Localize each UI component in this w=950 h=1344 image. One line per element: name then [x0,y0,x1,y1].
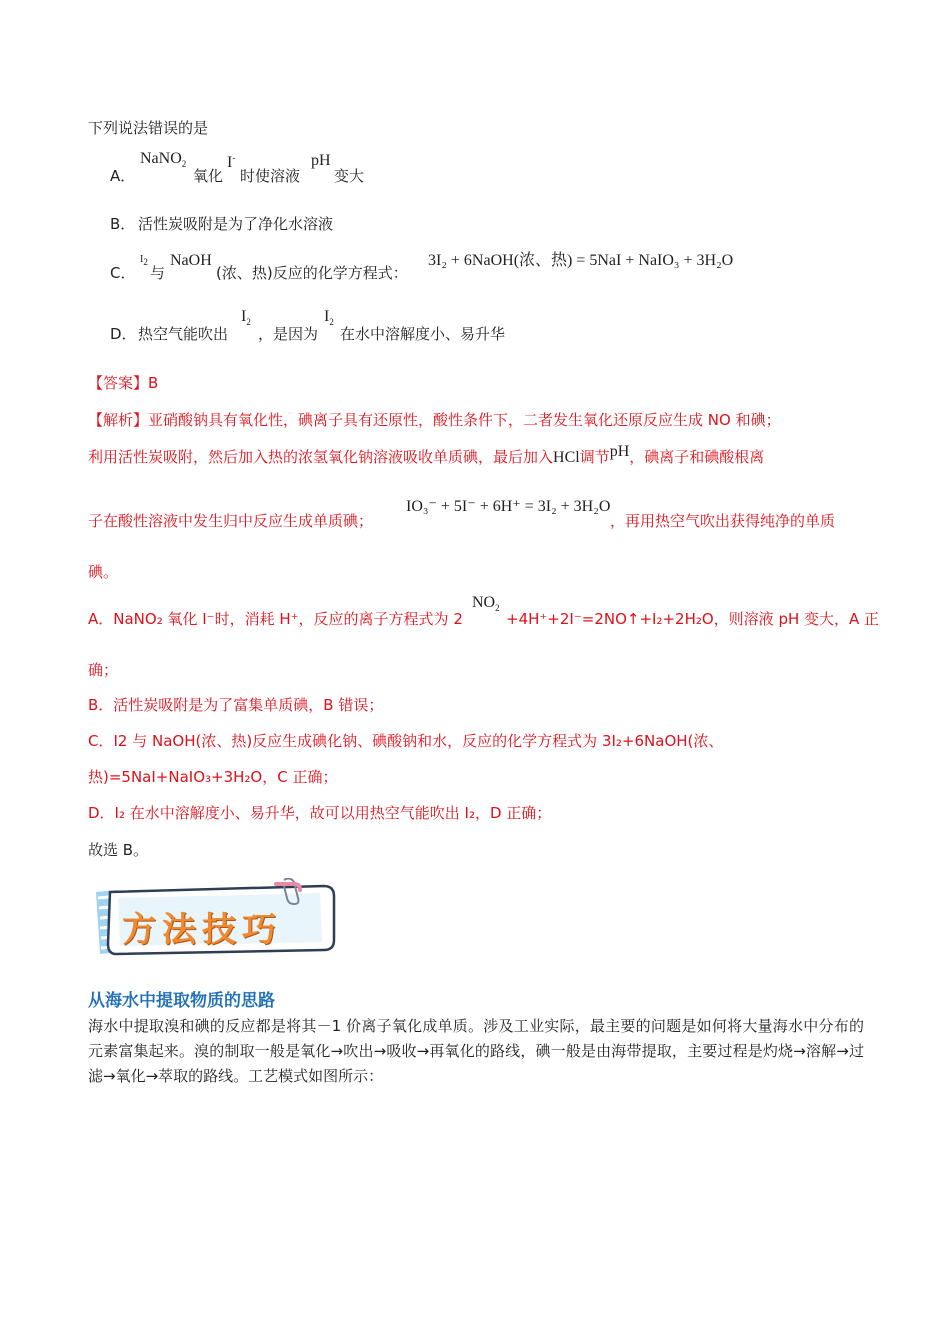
option-a-formula-ph: pH [311,152,331,169]
analysis-item-a-3: 确； [88,661,119,679]
answer-line [88,373,158,393]
answer-label: 【答案】 [88,374,149,392]
analysis-item-a-1: A．NaNO₂ 氧化 I⁻时，消耗 H⁺，反应的离子方程式为 2 [88,610,463,628]
option-c-formula-naoh: NaOH [170,252,212,269]
option-d-formula-i2-a: $I_2$ [241,308,251,328]
analysis-label: 【解析】 [88,411,149,429]
analysis-item-c-2: 热)=5NaI+NaIO₃+3H₂O，C 正确； [88,768,338,786]
analysis-item-b: B．活性炭吸附是为了富集单质碘，B 错误； [88,696,384,714]
analysis-conclusion: 故选 B。 [88,841,149,859]
analysis-item-d: D．I₂ 在水中溶解度小、易升华，故可以用热空气能吹出 I₂，D 正确； [88,804,552,822]
analysis-line-1: 【解析】亚硝酸钠具有氧化性，碘离子具有还原性，酸性条件下，二者发生氧化还原反应生成 NO 和碘； [88,411,781,429]
analysis-line-4: 碘。 [88,563,119,581]
option-c-equation: 3I₂ + 6NaOH(浓、热) = 5NaI + NaIO₃ + 3H₂O [428,252,734,269]
question-stem: 下列说法错误的是 [88,119,209,137]
option-a-letter: A． [110,167,136,185]
option-a-text-2: 时使溶液 [240,167,301,185]
analysis-line-3a: 子在酸性溶液中发生归中反应生成单质碘； [88,512,374,530]
analysis-ionic-equation: IO₃⁻ + 5I⁻ + 6H⁺ = 3I₂ + 3H₂O [406,498,611,515]
option-b-letter: B． [110,215,136,233]
option-d-text-3: 在水中溶解度小、易升华 [340,325,506,343]
analysis-item-c-1: C．I2 与 NaOH(浓、热)反应生成碘化钠、碘酸钠和水，反应的化学方程式为 3I₂+6NaOH(浓、 [88,732,724,750]
analysis-line-2: 利用活性炭吸附，然后加入热的浓氢氧化钠溶液吸收单质碘，最后加入HCl调节pH，碘离子和碘酸根离 [88,443,765,466]
analysis-line-3b: ，再用热空气吹出获得纯净的单质 [610,512,836,530]
answer-value: B [148,374,159,392]
option-c-text-1: 与 [150,264,166,282]
section-paragraph: 海水中提取溴和碘的反应都是将其－1 价离子氧化成单质。涉及工业实际，最主要的问题是如何将大量海水中分布的元素富集起来。溴的制取一般是氧化→吹出→吸收→再氧化的路线，碘一般是由海带提取，主要过程是灼烧→溶解→过滤→氧化→萃取的路线。工艺模式如图所示： [88,1017,864,1085]
option-a-formula-nano2: NaNO$_2$ [140,150,187,170]
option-b-text: 活性炭吸附是为了净化水溶液 [138,215,334,233]
option-c-formula-i2: $I_2$ [140,254,148,267]
option-c-letter: C． [110,264,136,282]
option-d-letter: D． [110,325,137,343]
option-d-text-1: 热空气能吹出 [138,325,229,343]
method-tips-banner [88,878,344,962]
option-a-text-1: 氧化 [193,167,224,185]
option-a-formula-iodide: I- [227,152,236,171]
formula-ph: pH [609,443,630,460]
option-c-text-2: (浓、热)反应的化学方程式： [216,264,408,282]
analysis-item-a-2: +4H⁺+2I⁻=2NO↑+I₂+2H₂O，则溶液 pH 变大，A 正 [506,610,880,628]
option-a-text-3: 变大 [334,167,365,185]
banner-text: 方法技巧 [122,910,282,950]
formula-hcl: HCl [553,449,580,466]
analysis-item-a-formula: $NO_2$ [472,594,500,614]
section-heading: 从海水中提取物质的思路 [88,991,275,1011]
option-d-text-2: ，是因为 [258,325,319,343]
option-d-formula-i2-b: $I_2$ [324,308,334,328]
